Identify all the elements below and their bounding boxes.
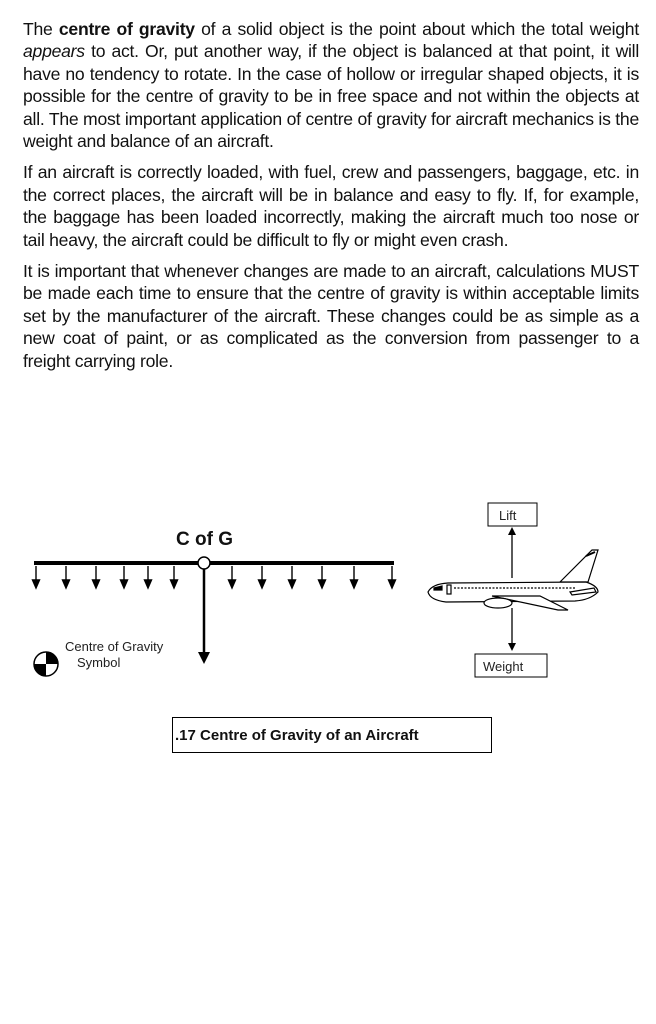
weight-arrowhead-10: [319, 580, 326, 588]
symbol-label-line1: Centre of Gravity: [65, 639, 164, 654]
weight-arrowhead-11: [351, 580, 358, 588]
cg-symbol-icon: [34, 652, 58, 676]
weight-arrowhead-5: [145, 580, 152, 588]
p1-text-mid: of a solid object is the point about which the total weight: [194, 19, 639, 39]
weight-arrowhead-12: [389, 580, 396, 588]
p1-text-start: The: [23, 19, 59, 39]
figure-caption: .17 Centre of Gravity of an Aircraft: [172, 717, 492, 753]
resultant-arrowhead: [198, 652, 210, 664]
paragraph-1: [23, 18, 639, 152]
weight-arrowhead-7: [229, 580, 236, 588]
body-text: [23, 18, 639, 381]
cofg-point: [198, 557, 210, 569]
p1-text-end: to act. Or, put another way, if the object is balanced at that point, it will have no tendency to rotate. In the case of hollow or irregular shaped objects, it is possible for the centre of gravity to be in free space and not within the objects at all. The most important application of centre of gravity for aircraft mechanics is the weight and balance of an aircraft.: [23, 41, 639, 152]
paragraph-2: If an aircraft is correctly loaded, with fuel, crew and passengers, baggage, etc. in the correct places, the aircraft will be in balance and easy to fly. If, for example, the baggage has been loaded incorrectly, making the aircraft much too nose or tail heavy, the aircraft could be difficult to fly or might even crash.: [23, 162, 639, 250]
p1-italic-word: appears: [23, 41, 85, 62]
weight-arrowhead-1: [33, 580, 40, 588]
weight-arrowhead-8: [259, 580, 266, 588]
aircraft-icon: [428, 550, 598, 610]
weight-label: Weight: [483, 659, 524, 674]
distributed-weight-arrows: [33, 566, 396, 588]
symbol-label-line2: Symbol: [77, 655, 121, 670]
p1-bold-term: centre of gravity: [58, 19, 195, 39]
weight-arrowhead: [508, 643, 516, 651]
weight-arrowhead-2: [63, 580, 70, 588]
weight-arrowhead-3: [93, 580, 100, 588]
paragraph-3: It is important that whenever changes are made to an aircraft, calculations MUST be made each time to ensure that the centre of gravity is within acceptable limits set by the manufacturer of the aircraft. These changes could be as simple as a new coat of paint, or as complicated as the conversion from passenger to a freight carrying role.: [23, 261, 639, 371]
weight-arrowhead-4: [121, 580, 128, 588]
weight-arrowhead-9: [289, 580, 296, 588]
lift-arrowhead: [508, 527, 516, 535]
weight-arrowhead-6: [171, 580, 178, 588]
cofg-label: C of G: [176, 529, 233, 550]
lift-label: Lift: [499, 508, 517, 523]
